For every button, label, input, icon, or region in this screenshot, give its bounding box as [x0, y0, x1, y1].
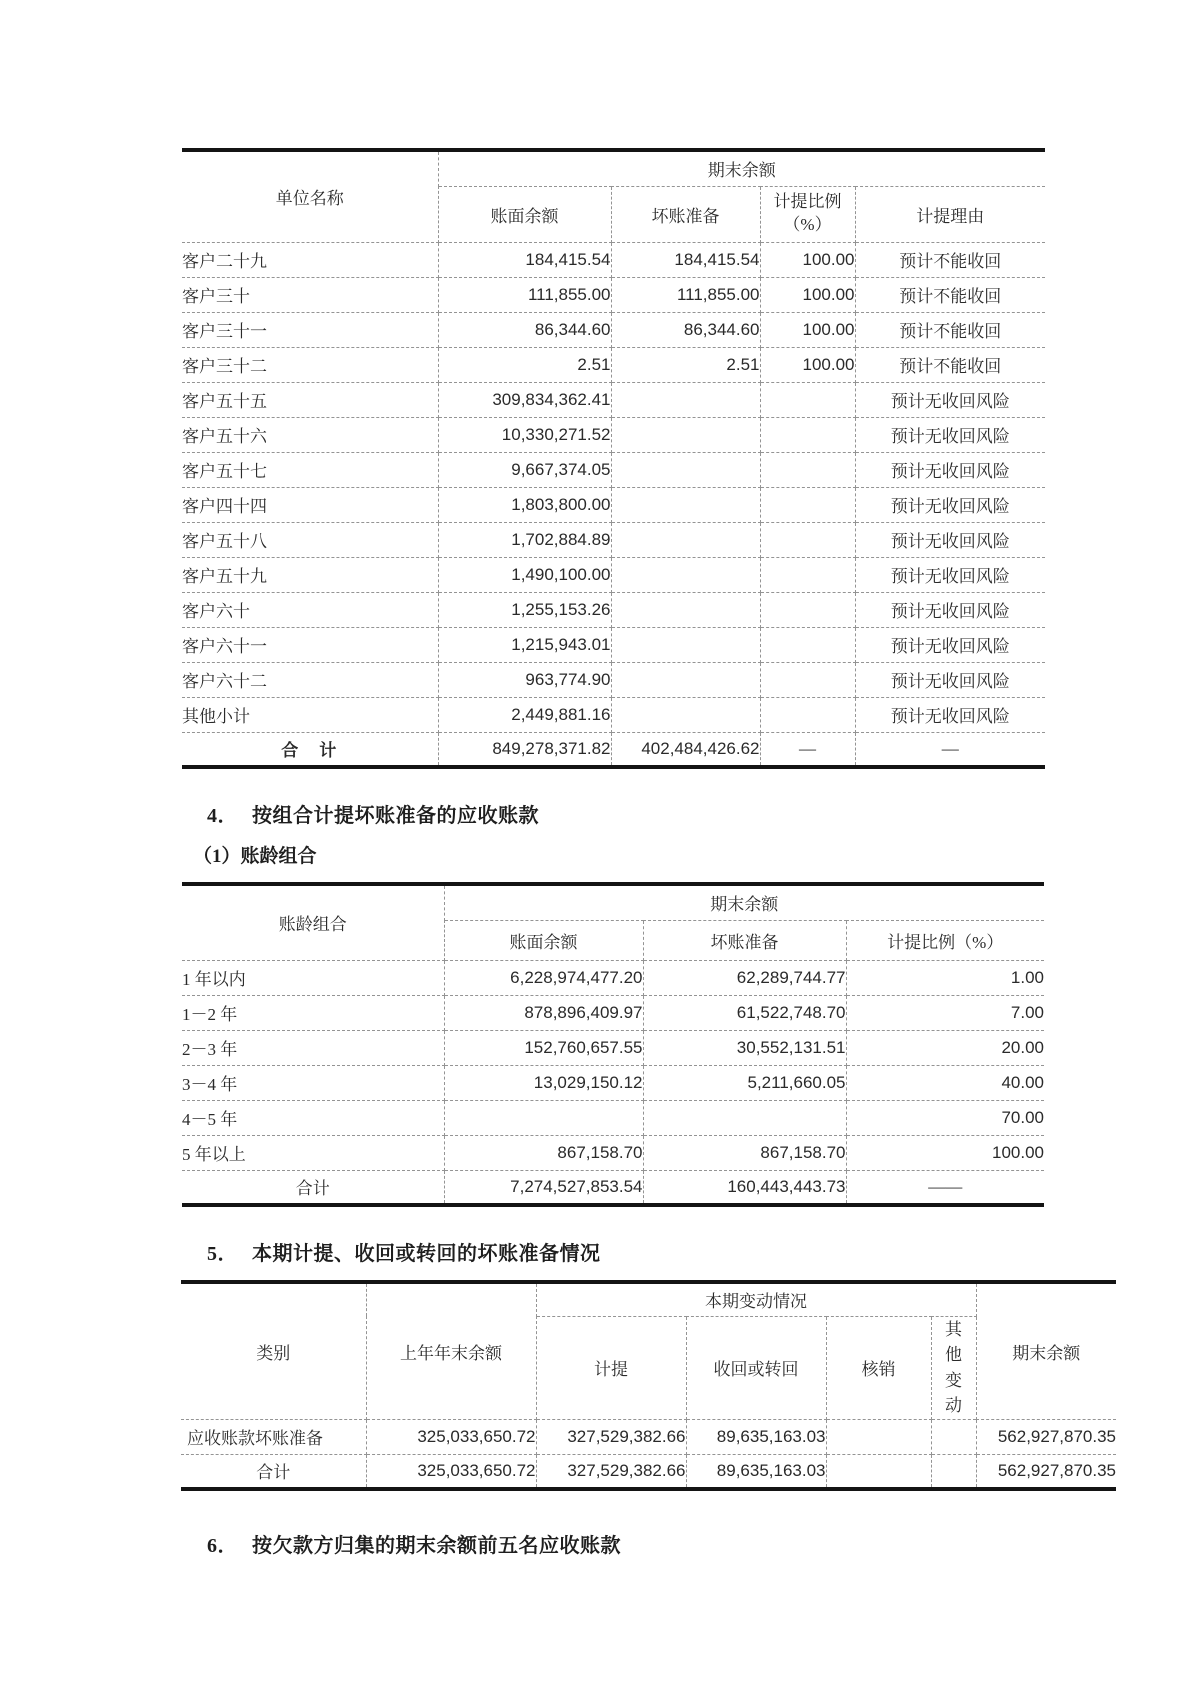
bad-debt-cell: 111,855.00	[611, 277, 760, 312]
total-label-cell: 合 计	[182, 732, 438, 767]
aging-bucket-cell: 4－5 年	[182, 1100, 444, 1135]
period-end-cell: 562,927,870.35	[976, 1419, 1116, 1454]
period-balance-header: 期末余额	[438, 150, 1045, 186]
table-row	[182, 662, 1045, 697]
accrual-cell: 327,529,382.66	[536, 1419, 686, 1454]
ratio-cell: 100.00	[846, 1135, 1044, 1170]
table-row	[182, 312, 1045, 347]
customer-name-cell: 客户三十二	[182, 347, 438, 382]
section-4-1-subheading: （1）账龄组合	[193, 846, 317, 867]
aging-bucket-cell: 1 年以内	[182, 960, 444, 995]
table-row	[182, 452, 1045, 487]
bad-debt-header: 坏账准备	[643, 920, 846, 960]
total-ratio-cell: ——	[846, 1170, 1044, 1205]
reason-cell: 预计不能收回	[855, 277, 1045, 312]
table-row	[182, 487, 1045, 522]
other-change-cell	[931, 1419, 976, 1454]
book-balance-header: 账面余额	[444, 920, 643, 960]
section-5-number: 5．	[207, 1243, 238, 1265]
table-row	[182, 382, 1045, 417]
ratio-cell	[760, 592, 855, 627]
period-balance-header: 期末余额	[444, 884, 1044, 920]
book-balance-cell: 152,760,657.55	[444, 1030, 643, 1065]
bad-debt-cell: 867,158.70	[643, 1135, 846, 1170]
bad-debt-cell	[611, 557, 760, 592]
ratio-cell	[760, 417, 855, 452]
bad-debt-cell	[611, 452, 760, 487]
total-period-end-cell: 562,927,870.35	[976, 1454, 1116, 1489]
period-end-header: 期末余额	[976, 1282, 1116, 1419]
table-row	[182, 995, 1044, 1030]
table-row	[182, 557, 1045, 592]
writeoff-cell	[826, 1419, 931, 1454]
book-balance-cell: 13,029,150.12	[444, 1065, 643, 1100]
table-row	[182, 242, 1045, 277]
book-balance-cell: 1,490,100.00	[438, 557, 611, 592]
ratio-cell: 100.00	[760, 312, 855, 347]
book-balance-cell: 1,215,943.01	[438, 627, 611, 662]
book-balance-cell	[444, 1100, 643, 1135]
total-reason-cell: —	[855, 732, 1045, 767]
table-row	[182, 697, 1045, 732]
book-balance-cell: 10,330,271.52	[438, 417, 611, 452]
ratio-cell	[760, 452, 855, 487]
total-accrual-cell: 327,529,382.66	[536, 1454, 686, 1489]
prev-year-end-cell: 325,033,650.72	[366, 1419, 536, 1454]
book-balance-cell: 963,774.90	[438, 662, 611, 697]
bad-debt-header: 坏账准备	[611, 186, 760, 242]
table-row	[182, 592, 1045, 627]
reason-cell: 预计不能收回	[855, 347, 1045, 382]
reason-cell: 预计无收回风险	[855, 662, 1045, 697]
bad-debt-cell	[611, 592, 760, 627]
ratio-cell	[760, 382, 855, 417]
table-row	[182, 960, 1044, 995]
customer-name-cell: 客户五十七	[182, 452, 438, 487]
customer-name-cell: 客户五十九	[182, 557, 438, 592]
bad-debt-cell	[611, 697, 760, 732]
total-recover-cell: 89,635,163.03	[686, 1454, 826, 1489]
table-row	[182, 277, 1045, 312]
total-bad-debt-cell: 402,484,426.62	[611, 732, 760, 767]
reason-cell: 预计无收回风险	[855, 522, 1045, 557]
book-balance-cell: 111,855.00	[438, 277, 611, 312]
customer-name-cell: 客户五十五	[182, 382, 438, 417]
ratio-cell	[760, 522, 855, 557]
ratio-cell: 100.00	[760, 347, 855, 382]
total-other-change-cell	[931, 1454, 976, 1489]
aging-bucket-cell: 1－2 年	[182, 995, 444, 1030]
ratio-cell	[760, 662, 855, 697]
book-balance-cell: 9,667,374.05	[438, 452, 611, 487]
total-book-balance-cell: 849,278,371.82	[438, 732, 611, 767]
customer-name-cell: 客户六十二	[182, 662, 438, 697]
ratio-cell	[760, 487, 855, 522]
reason-cell: 预计无收回风险	[855, 592, 1045, 627]
customer-provision-table	[182, 148, 1045, 769]
total-writeoff-cell	[826, 1454, 931, 1489]
provision-movement-table	[181, 1280, 1116, 1491]
ratio-cell: 7.00	[846, 995, 1044, 1030]
reason-cell: 预计不能收回	[855, 242, 1045, 277]
ratio-cell: 20.00	[846, 1030, 1044, 1065]
aging-bucket-cell: 3－4 年	[182, 1065, 444, 1100]
bad-debt-cell	[611, 417, 760, 452]
customer-name-cell: 客户六十一	[182, 627, 438, 662]
customer-name-cell: 客户二十九	[182, 242, 438, 277]
bad-debt-cell: 5,211,660.05	[643, 1065, 846, 1100]
book-balance-cell: 878,896,409.97	[444, 995, 643, 1030]
bad-debt-cell	[611, 662, 760, 697]
category-cell: 应收账款坏账准备	[181, 1419, 366, 1454]
other-change-vertical-label: 其他变动	[945, 1319, 962, 1415]
reason-cell: 预计无收回风险	[855, 452, 1045, 487]
ratio-cell: 70.00	[846, 1100, 1044, 1135]
section-4-number: 4．	[207, 805, 238, 827]
prev-year-end-header: 上年年末余额	[366, 1282, 536, 1419]
table-row	[181, 1419, 1116, 1454]
ratio-header	[760, 186, 855, 242]
recover-header: 收回或转回	[686, 1316, 826, 1419]
table-row	[182, 417, 1045, 452]
table-header-row-1	[181, 1282, 1116, 1316]
book-balance-cell: 2,449,881.16	[438, 697, 611, 732]
recover-cell: 89,635,163.03	[686, 1419, 826, 1454]
customer-name-cell: 其他小计	[182, 697, 438, 732]
bad-debt-cell: 61,522,748.70	[643, 995, 846, 1030]
reason-cell: 预计无收回风险	[855, 487, 1045, 522]
customer-name-cell: 客户五十六	[182, 417, 438, 452]
book-balance-cell: 1,803,800.00	[438, 487, 611, 522]
table-row	[182, 1135, 1044, 1170]
reason-cell: 预计无收回风险	[855, 417, 1045, 452]
reason-header: 计提理由	[855, 186, 1045, 242]
customer-name-cell: 客户五十八	[182, 522, 438, 557]
table-row	[182, 1065, 1044, 1100]
section-6-title: 按欠款方归集的期末余额前五名应收账款	[252, 1535, 621, 1557]
table-header-row-1	[182, 150, 1045, 186]
book-balance-cell: 1,702,884.89	[438, 522, 611, 557]
bad-debt-cell: 30,552,131.51	[643, 1030, 846, 1065]
table-row	[182, 1100, 1044, 1135]
total-row	[181, 1454, 1116, 1489]
ratio-cell: 40.00	[846, 1065, 1044, 1100]
aging-bucket-cell: 2－3 年	[182, 1030, 444, 1065]
ratio-cell: 1.00	[846, 960, 1044, 995]
bad-debt-cell	[611, 627, 760, 662]
aging-portfolio-table	[182, 882, 1044, 1207]
other-change-header	[931, 1316, 976, 1419]
ratio-cell	[760, 627, 855, 662]
bad-debt-cell: 86,344.60	[611, 312, 760, 347]
total-bad-debt-cell: 160,443,443.73	[643, 1170, 846, 1205]
aging-bucket-cell: 5 年以上	[182, 1135, 444, 1170]
total-label-cell: 合计	[182, 1170, 444, 1205]
total-book-balance-cell: 7,274,527,853.54	[444, 1170, 643, 1205]
customer-name-cell: 客户四十四	[182, 487, 438, 522]
bad-debt-cell	[643, 1100, 846, 1135]
ratio-cell: 100.00	[760, 277, 855, 312]
ratio-header-line1: 计提比例	[773, 192, 842, 212]
book-balance-cell: 1,255,153.26	[438, 592, 611, 627]
book-balance-cell: 86,344.60	[438, 312, 611, 347]
customer-name-cell: 客户六十	[182, 592, 438, 627]
customer-name-cell: 客户三十	[182, 277, 438, 312]
bad-debt-cell: 184,415.54	[611, 242, 760, 277]
section-4-heading	[207, 799, 1200, 828]
unit-name-header: 单位名称	[182, 150, 438, 242]
bad-debt-cell: 2.51	[611, 347, 760, 382]
total-label-cell: 合计	[181, 1454, 366, 1489]
section-5-title: 本期计提、收回或转回的坏账准备情况	[252, 1243, 601, 1265]
section-6-number: 6．	[207, 1535, 238, 1557]
reason-cell: 预计不能收回	[855, 312, 1045, 347]
book-balance-cell: 867,158.70	[444, 1135, 643, 1170]
table-row	[182, 347, 1045, 382]
writeoff-header: 核销	[826, 1316, 931, 1419]
book-balance-cell: 2.51	[438, 347, 611, 382]
section-5-heading	[207, 1237, 1200, 1266]
table-header-row-1	[182, 884, 1044, 920]
total-prev-year-end-cell: 325,033,650.72	[366, 1454, 536, 1489]
book-balance-cell: 6,228,974,477.20	[444, 960, 643, 995]
customer-name-cell: 客户三十一	[182, 312, 438, 347]
table-row	[182, 1030, 1044, 1065]
reason-cell: 预计无收回风险	[855, 382, 1045, 417]
total-row	[182, 732, 1045, 767]
category-header: 类别	[181, 1282, 366, 1419]
reason-cell: 预计无收回风险	[855, 627, 1045, 662]
ratio-cell: 100.00	[760, 242, 855, 277]
table-row	[182, 522, 1045, 557]
total-row	[182, 1170, 1044, 1205]
section-4-title: 按组合计提坏账准备的应收账款	[252, 805, 539, 827]
ratio-cell	[760, 697, 855, 732]
ratio-cell	[760, 557, 855, 592]
reason-cell: 预计无收回风险	[855, 697, 1045, 732]
book-balance-header: 账面余额	[438, 186, 611, 242]
ratio-header: 计提比例（%）	[846, 920, 1044, 960]
table-row	[182, 627, 1045, 662]
section-6-heading	[207, 1529, 1200, 1558]
book-balance-cell: 309,834,362.41	[438, 382, 611, 417]
aging-header: 账龄组合	[182, 884, 444, 960]
current-changes-header: 本期变动情况	[536, 1282, 976, 1316]
bad-debt-cell	[611, 382, 760, 417]
accrual-header: 计提	[536, 1316, 686, 1419]
bad-debt-cell	[611, 487, 760, 522]
book-balance-cell: 184,415.54	[438, 242, 611, 277]
total-ratio-cell: —	[760, 732, 855, 767]
bad-debt-cell	[611, 522, 760, 557]
bad-debt-cell: 62,289,744.77	[643, 960, 846, 995]
reason-cell: 预计无收回风险	[855, 557, 1045, 592]
ratio-header-line2: （%）	[783, 215, 832, 234]
